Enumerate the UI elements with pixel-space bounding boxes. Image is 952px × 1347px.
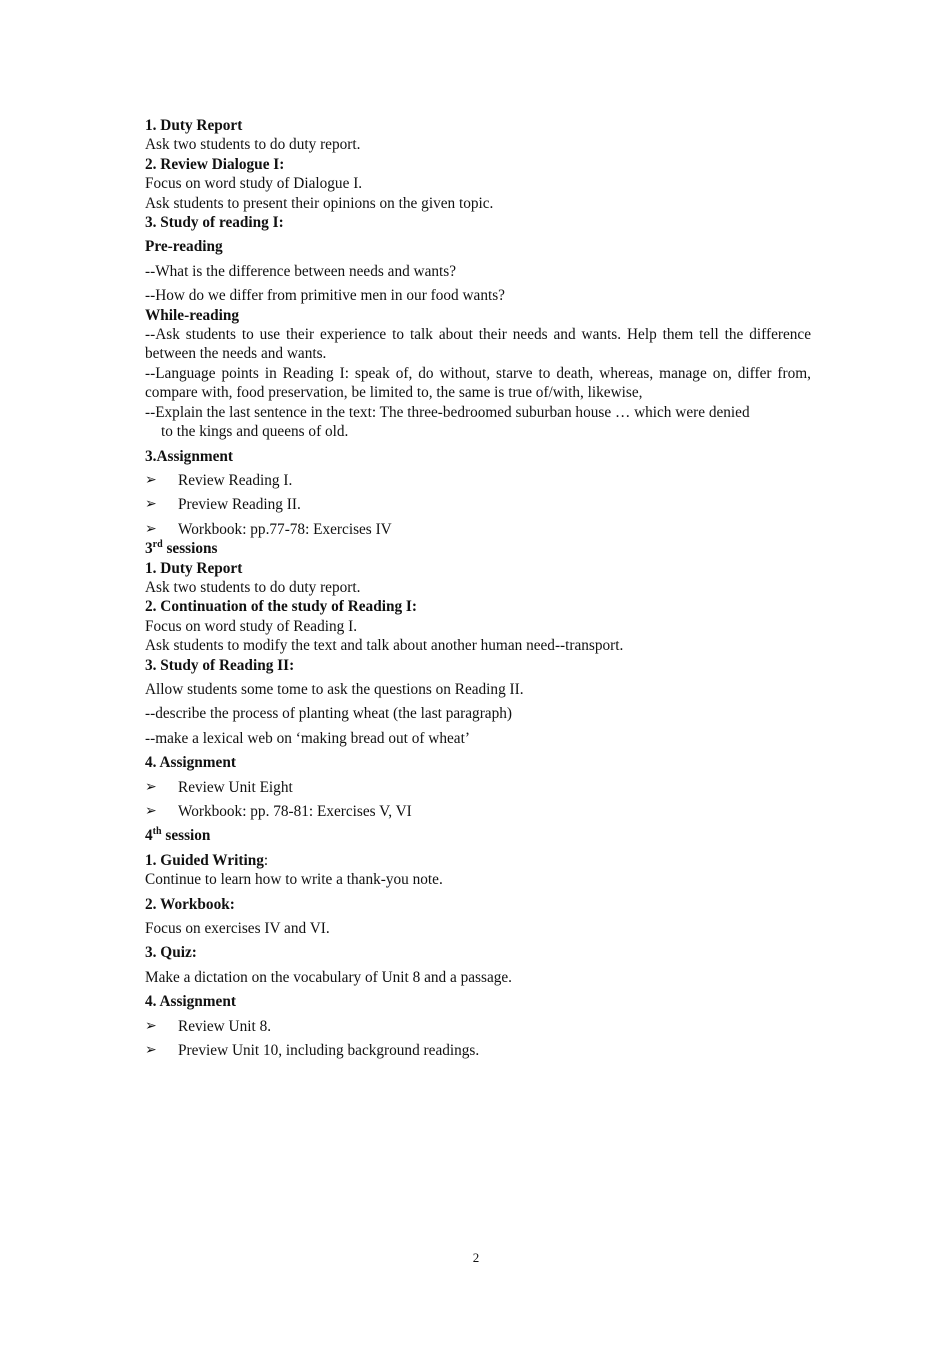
section-heading: 3. Study of reading I:	[145, 214, 284, 232]
arrowhead-bullet-icon: ➢	[145, 779, 157, 795]
arrowhead-bullet-icon: ➢	[145, 472, 157, 488]
section-heading: 4. Assignment	[145, 993, 236, 1011]
paragraph: --make a lexical web on ‘making bread out of wheat’	[145, 729, 470, 747]
section-heading: 2. Workbook:	[145, 895, 235, 913]
paragraph: --Ask students to use their experience to talk about their needs and wants. Help them tell the difference between the needs and wants.	[145, 326, 811, 363]
paragraph: Continue to learn how to write a thank-you note.	[145, 871, 443, 889]
session-heading: 4th session	[145, 826, 211, 845]
section-heading: 3. Study of Reading II:	[145, 656, 295, 674]
list-item: ➢ Workbook: pp.77-78: Exercises IV	[145, 520, 392, 538]
paragraph: --Explain the last sentence in the text: The three-bedroomed suburban house … which were denied	[145, 403, 750, 421]
paragraph: Ask students to modify the text and talk about another human need--transport.	[145, 637, 624, 655]
arrowhead-bullet-icon: ➢	[145, 521, 157, 537]
list-item: ➢ Review Unit Eight	[145, 778, 293, 796]
paragraph: Make a dictation on the vocabulary of Unit 8 and a passage.	[145, 968, 513, 986]
section-heading: 1. Duty Report	[145, 117, 243, 134]
subsection-heading: While-reading	[145, 306, 240, 324]
paragraph: to the kings and queens of old.	[161, 423, 349, 441]
page-number: 2	[472, 1250, 480, 1265]
section-heading: 3.Assignment	[145, 447, 233, 465]
paragraph: --How do we differ from primitive men in our food wants?	[145, 287, 505, 305]
paragraph: --describe the process of planting wheat (the last paragraph)	[145, 705, 512, 723]
paragraph: --Language points in Reading I: speak of, do without, starve to death, whereas, manage on, differ from, compare with, food preservation, be limited to, the same is true of/with, likewise,	[145, 364, 811, 402]
arrowhead-bullet-icon: ➢	[145, 1043, 157, 1059]
list-item: ➢ Review Unit 8.	[145, 1017, 272, 1035]
section-heading: 3. Quiz:	[145, 944, 197, 962]
subsection-heading: Pre-reading	[145, 238, 223, 256]
paragraph: Ask students to present their opinions on the given topic.	[145, 194, 494, 212]
paragraph: Focus on word study of Dialogue I.	[145, 175, 363, 193]
session-heading: 3rd sessions	[145, 539, 218, 558]
paragraph: Ask two students to do duty report.	[145, 578, 361, 596]
paragraph: --What is the difference between needs and wants?	[145, 262, 457, 280]
arrowhead-bullet-icon: ➢	[145, 804, 157, 819]
list-item: ➢ Preview Unit 10, including background readings.	[145, 1042, 480, 1060]
section-heading: 1. Guided Writing:	[145, 851, 269, 869]
section-heading: 2. Review Dialogue I:	[145, 155, 285, 173]
list-item: ➢ Review Reading I.	[145, 471, 293, 489]
arrowhead-bullet-icon: ➢	[145, 1018, 157, 1034]
list-item: ➢ Preview Reading II.	[145, 496, 301, 514]
arrowhead-bullet-icon: ➢	[145, 497, 157, 513]
section-heading: 4. Assignment	[145, 754, 236, 772]
section-heading: 1. Duty Report	[145, 559, 243, 577]
paragraph: Ask two students to do duty report.	[145, 136, 361, 154]
lesson-plan-body	[145, 116, 811, 1060]
section-heading: 2. Continuation of the study of Reading I:	[145, 598, 417, 616]
paragraph: Allow students some tome to ask the questions on Reading II.	[145, 680, 524, 698]
paragraph: Focus on exercises IV and VI.	[145, 920, 330, 938]
paragraph: Focus on word study of Reading I.	[145, 617, 358, 635]
list-item: ➢ Workbook: pp. 78-81: Exercises V, VI	[145, 803, 412, 820]
